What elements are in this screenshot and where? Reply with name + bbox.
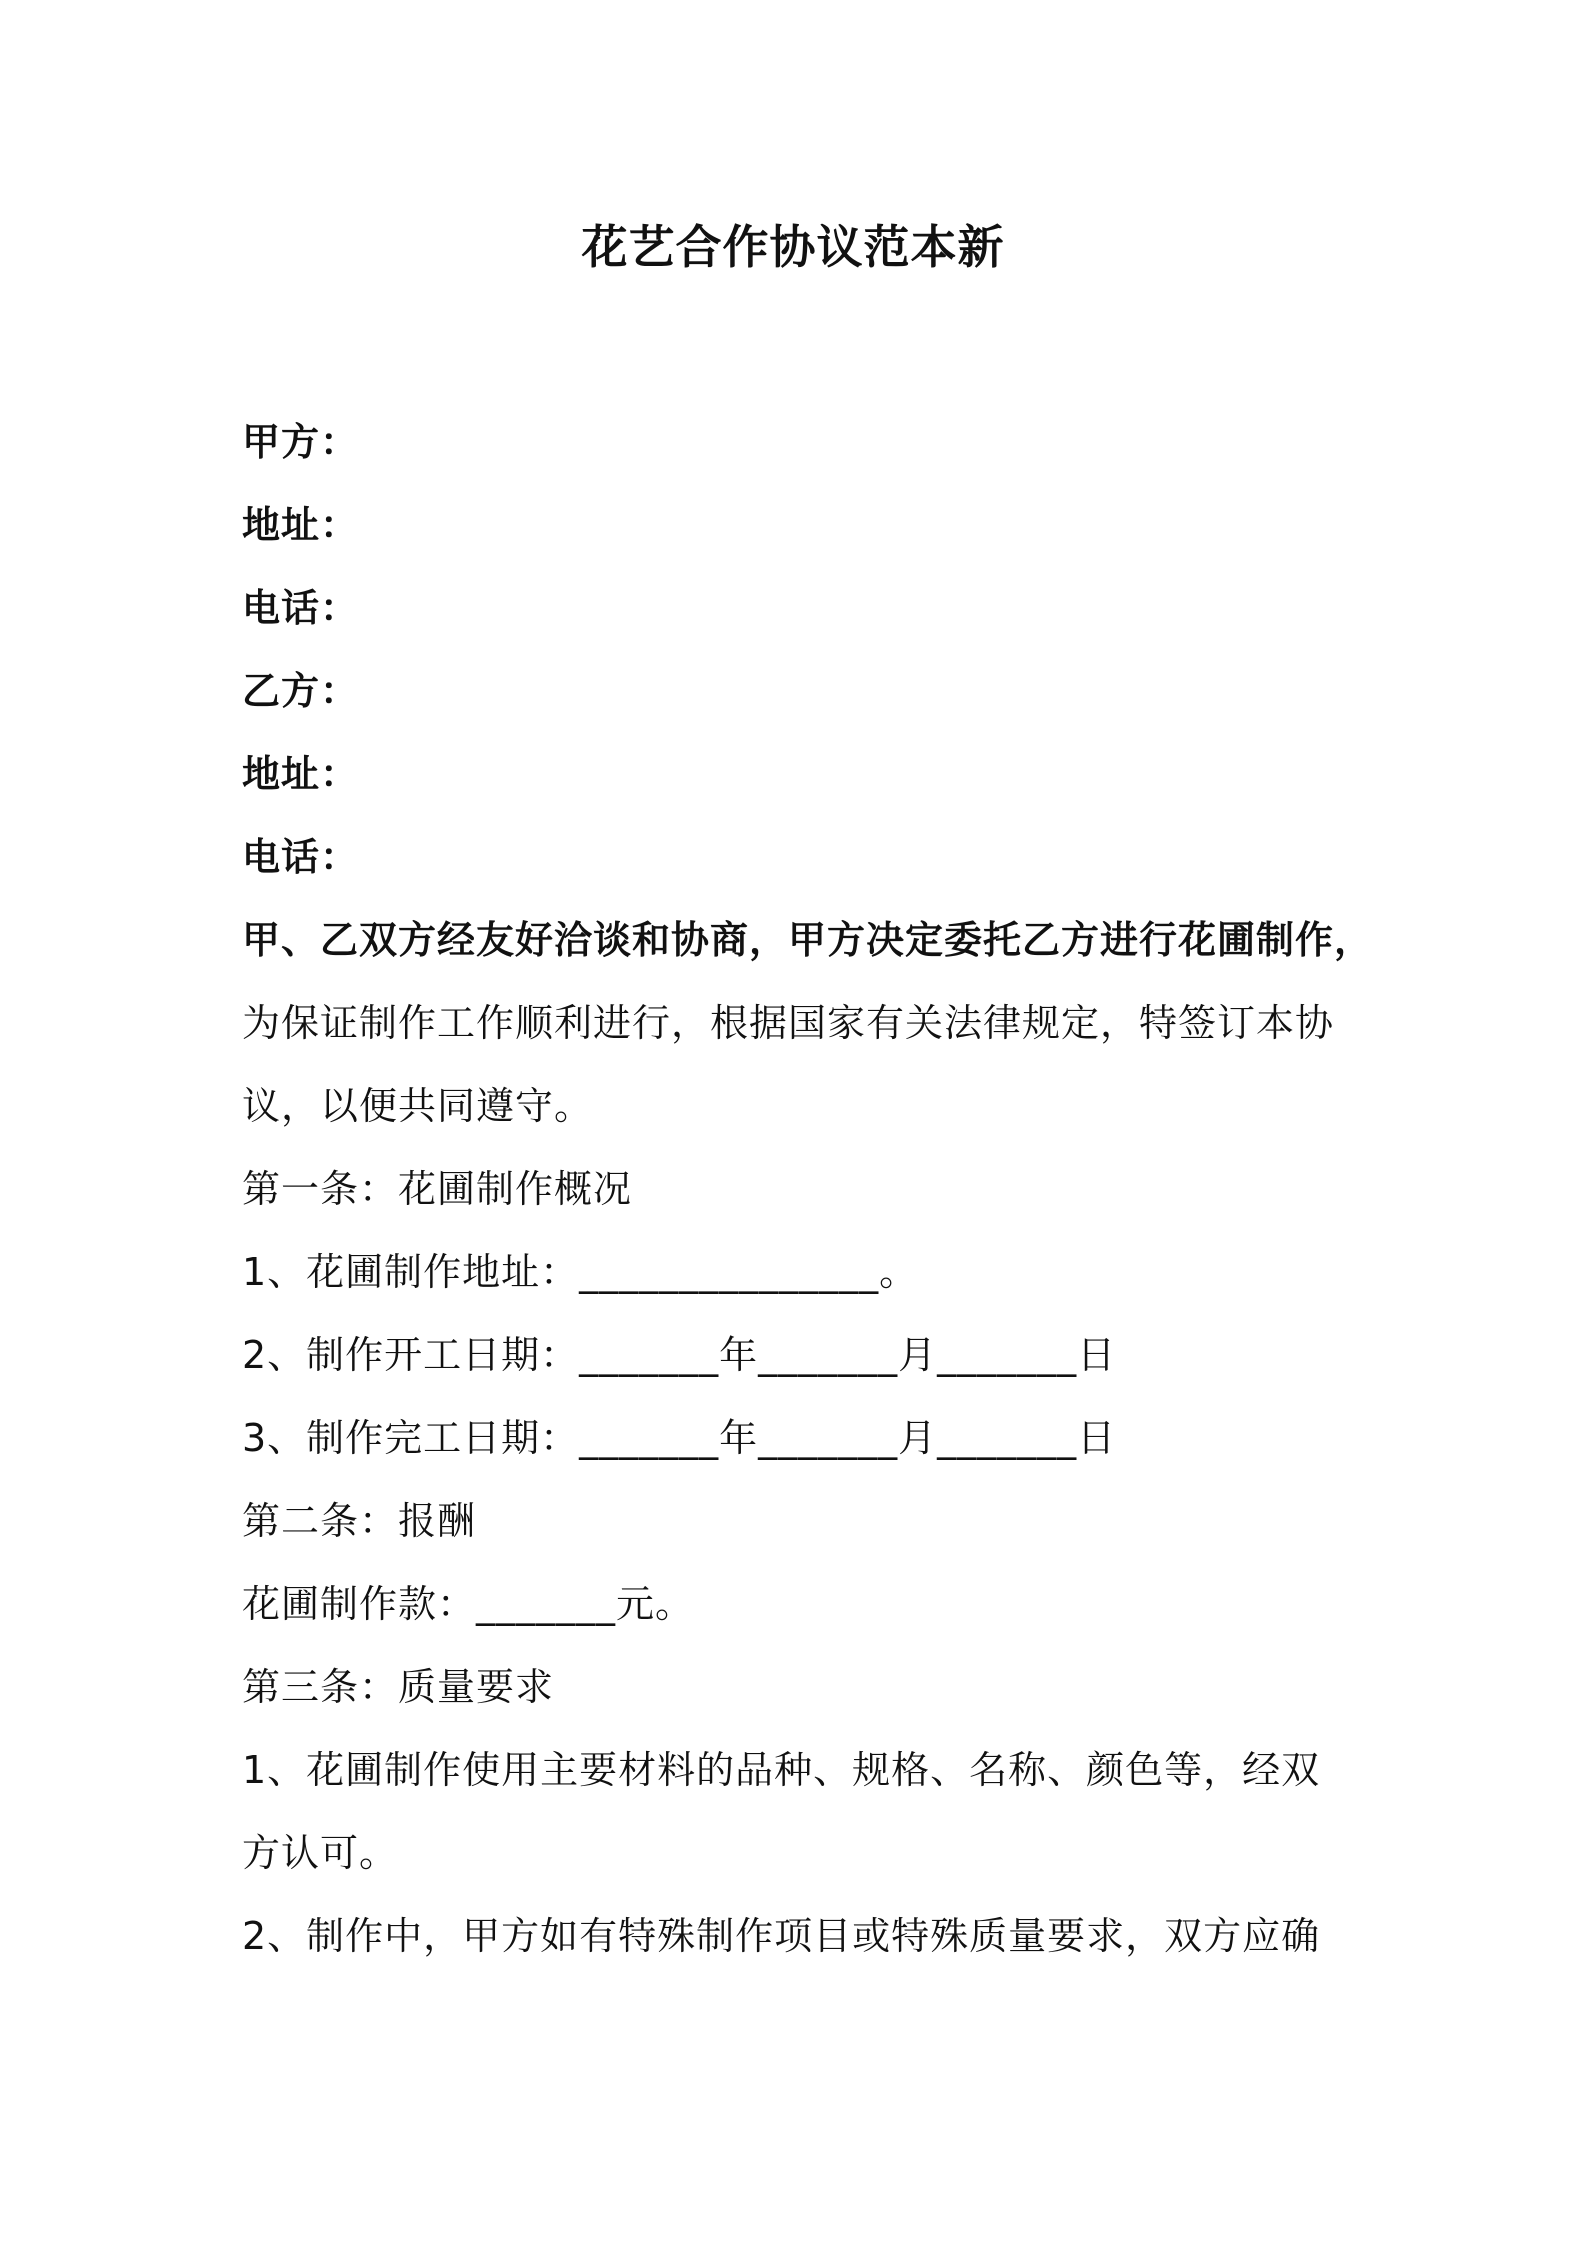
party-b-phone-label: 电话：	[242, 835, 360, 879]
article-2-heading: 第二条：报酬	[242, 1499, 477, 1543]
preamble-line: 议，以便共同遵守。	[242, 1084, 594, 1128]
article-1-heading: 第一条：花圃制作概况	[242, 1167, 633, 1211]
article-1-item: 2、制作开工日期：_______年_______月_______日	[242, 1333, 1117, 1377]
party-b-label: 乙方：	[242, 669, 360, 713]
party-a-label: 甲方：	[242, 420, 360, 464]
article-3-heading: 第三条：质量要求	[242, 1665, 555, 1709]
document-body	[242, 401, 1374, 1978]
party-a-address-label: 地址：	[242, 503, 360, 547]
article-3-line: 1、花圃制作使用主要材料的品种、规格、名称、颜色等，经双	[242, 1748, 1321, 1792]
document-title: 花艺合作协议范本新	[581, 220, 1005, 274]
article-1-item: 1、花圃制作地址：_______________。	[242, 1250, 919, 1294]
party-a-phone-label: 电话：	[242, 586, 360, 630]
article-2-payment: 花圃制作款：_______元。	[242, 1582, 695, 1626]
article-3-line: 方认可。	[242, 1831, 399, 1875]
party-b-address-label: 地址：	[242, 752, 360, 796]
preamble-line: 甲、乙双方经友好洽谈和协商，甲方决定委托乙方进行花圃制作，	[242, 918, 1374, 962]
preamble-line: 为保证制作工作顺利进行，根据国家有关法律规定，特签订本协	[242, 1001, 1335, 1045]
article-1-item: 3、制作完工日期：_______年_______月_______日	[242, 1416, 1117, 1460]
article-3-line: 2、制作中，甲方如有特殊制作项目或特殊质量要求，双方应确	[242, 1914, 1321, 1958]
